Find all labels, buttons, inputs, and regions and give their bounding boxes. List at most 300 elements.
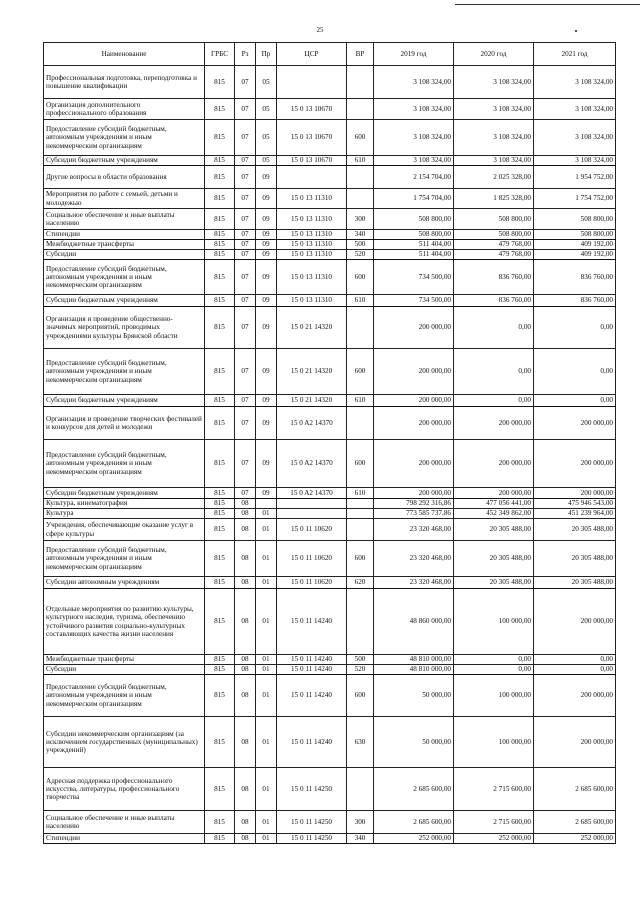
row-name: Субсидии бюджетным учреждениям — [44, 395, 205, 407]
row-2021: 0,00 — [534, 655, 616, 665]
row-2021: 20 305 488,00 — [534, 541, 616, 577]
row-grbs: 815 — [205, 811, 235, 834]
row-pr: 05 — [256, 120, 277, 156]
row-2019: 200 000,00 — [374, 440, 454, 488]
row-vr: 500 — [347, 655, 374, 665]
row-vr — [347, 519, 374, 541]
row-name: Субсидии бюджетным учреждениям — [44, 295, 205, 307]
row-csr: 15 0 13 10670 — [277, 99, 347, 120]
row-pr: 09 — [256, 395, 277, 407]
row-csr: 15 0 21 14320 — [277, 307, 347, 349]
row-rz: 07 — [235, 440, 256, 488]
row-pr: 09 — [256, 189, 277, 209]
row-rz: 08 — [235, 665, 256, 675]
row-rz: 07 — [235, 407, 256, 440]
row-2020: 0,00 — [454, 655, 534, 665]
row-2020: 452 349 862,00 — [454, 509, 534, 519]
row-pr — [256, 499, 277, 509]
row-2019: 200 000,00 — [374, 407, 454, 440]
row-2020: 508 800,00 — [454, 209, 534, 230]
row-2021: 409 192,00 — [534, 250, 616, 260]
row-pr: 01 — [256, 665, 277, 675]
row-csr: 15 0 11 10620 — [277, 519, 347, 541]
row-name: Адресная поддержка профессионального искусства, литературы, профессионального творчества — [44, 768, 205, 811]
row-pr: 01 — [256, 577, 277, 589]
row-2021: 3 108 324,00 — [534, 66, 616, 99]
row-vr — [347, 189, 374, 209]
row-grbs: 815 — [205, 230, 235, 240]
row-2019: 2 154 704,00 — [374, 166, 454, 189]
row-name: Предоставление субсидий бюджетным, автономным учреждениям и иным некоммерческим организациям — [44, 120, 205, 156]
row-2020: 20 305 488,00 — [454, 541, 534, 577]
table-row — [44, 665, 616, 675]
row-2020: 836 760,00 — [454, 260, 534, 295]
row-2019: 3 108 324,00 — [374, 120, 454, 156]
row-pr: 09 — [256, 260, 277, 295]
row-2019: 48 810 000,00 — [374, 655, 454, 665]
row-vr: 520 — [347, 665, 374, 675]
row-vr: 520 — [347, 250, 374, 260]
row-2020: 2 715 600,00 — [454, 811, 534, 834]
table-row — [44, 488, 616, 499]
row-csr — [277, 166, 347, 189]
table-row — [44, 156, 616, 166]
row-csr: 15 0 13 11310 — [277, 250, 347, 260]
row-rz: 08 — [235, 655, 256, 665]
row-name: Профессиональная подготовка, переподготовка и повышение квалификации — [44, 66, 205, 99]
row-2021: 20 305 488,00 — [534, 577, 616, 589]
row-rz: 07 — [235, 66, 256, 99]
row-2020: 0,00 — [454, 307, 534, 349]
row-pr: 01 — [256, 811, 277, 834]
row-2020: 100 000,00 — [454, 589, 534, 655]
row-pr: 09 — [256, 209, 277, 230]
row-grbs: 815 — [205, 519, 235, 541]
row-2021: 0,00 — [534, 307, 616, 349]
row-2019: 511 404,00 — [374, 240, 454, 250]
row-vr: 600 — [347, 349, 374, 395]
row-csr: 15 0 13 10670 — [277, 156, 347, 166]
row-vr: 600 — [347, 440, 374, 488]
row-name: Межбюджетные трансферты — [44, 240, 205, 250]
row-name: Стипендии — [44, 834, 205, 844]
row-name: Культура — [44, 509, 205, 519]
row-name: Субсидии автономным учреждениям — [44, 577, 205, 589]
table-row — [44, 120, 616, 156]
row-csr: 15 0 21 14320 — [277, 395, 347, 407]
col-header-name: Наименование — [44, 43, 205, 66]
row-name: Субсидии бюджетным учреждениям — [44, 156, 205, 166]
row-grbs: 815 — [205, 99, 235, 120]
row-grbs: 815 — [205, 395, 235, 407]
row-grbs: 815 — [205, 499, 235, 509]
row-grbs: 815 — [205, 675, 235, 717]
row-pr: 01 — [256, 717, 277, 768]
row-2021: 200 000,00 — [534, 717, 616, 768]
row-2021: 3 108 324,00 — [534, 156, 616, 166]
row-grbs: 815 — [205, 834, 235, 844]
row-2019: 734 500,00 — [374, 260, 454, 295]
row-grbs: 815 — [205, 407, 235, 440]
table-row — [44, 349, 616, 395]
row-2019: 50 000,00 — [374, 675, 454, 717]
page-number: 25 — [316, 26, 324, 34]
row-name: Предоставление субсидий бюджетным, автономным учреждениям и иным некоммерческим организациям — [44, 541, 205, 577]
row-2019: 508 800,00 — [374, 230, 454, 240]
row-csr: 15 0 11 14250 — [277, 834, 347, 844]
row-rz: 07 — [235, 250, 256, 260]
row-grbs: 815 — [205, 717, 235, 768]
col-header-pr: Пр — [256, 43, 277, 66]
row-2019: 48 860 000,00 — [374, 589, 454, 655]
row-rz: 07 — [235, 240, 256, 250]
row-rz: 07 — [235, 120, 256, 156]
row-rz: 07 — [235, 307, 256, 349]
row-2020: 200 000,00 — [454, 440, 534, 488]
row-name: Предоставление субсидий бюджетным, автономным учреждениям и иным некоммерческим организациям — [44, 440, 205, 488]
row-vr — [347, 589, 374, 655]
table-row — [44, 811, 616, 834]
row-2021: 451 239 964,00 — [534, 509, 616, 519]
row-csr: 15 0 A2 14370 — [277, 440, 347, 488]
table-row — [44, 66, 616, 99]
row-rz: 08 — [235, 541, 256, 577]
row-rz: 07 — [235, 295, 256, 307]
row-2021: 508 800,00 — [534, 230, 616, 240]
row-csr: 15 0 13 11310 — [277, 260, 347, 295]
row-2019: 1 754 704,00 — [374, 189, 454, 209]
row-2021: 409 192,00 — [534, 240, 616, 250]
row-grbs: 815 — [205, 250, 235, 260]
row-name: Стипендии — [44, 230, 205, 240]
row-grbs: 815 — [205, 189, 235, 209]
row-2021: 2 685 600,00 — [534, 768, 616, 811]
table-row — [44, 260, 616, 295]
row-csr: 15 0 13 11310 — [277, 240, 347, 250]
row-rz: 08 — [235, 768, 256, 811]
table-row — [44, 519, 616, 541]
row-2020: 200 000,00 — [454, 407, 534, 440]
row-vr: 610 — [347, 488, 374, 499]
row-vr — [347, 307, 374, 349]
row-grbs: 815 — [205, 589, 235, 655]
row-2020: 1 825 328,00 — [454, 189, 534, 209]
row-csr: 15 0 11 14240 — [277, 665, 347, 675]
row-2020: 100 000,00 — [454, 675, 534, 717]
row-2021: 836 760,00 — [534, 295, 616, 307]
col-header-rz: Рз — [235, 43, 256, 66]
row-vr — [347, 509, 374, 519]
table-row — [44, 655, 616, 665]
row-2021: 475 946 543,00 — [534, 499, 616, 509]
row-name: Организация и проведение общественно-значимых мероприятий, проводимых учреждениями культуры Брянской области — [44, 307, 205, 349]
row-grbs: 815 — [205, 260, 235, 295]
table-row — [44, 675, 616, 717]
row-grbs: 815 — [205, 440, 235, 488]
row-2019: 50 000,00 — [374, 717, 454, 768]
row-rz: 07 — [235, 395, 256, 407]
row-rz: 07 — [235, 260, 256, 295]
row-name: Субсидии некоммерческим организациям (за исключением государственных (муниципальных) учреждений) — [44, 717, 205, 768]
row-csr: 15 0 13 11310 — [277, 230, 347, 240]
row-pr: 09 — [256, 488, 277, 499]
row-2020: 2 025 328,00 — [454, 166, 534, 189]
col-header-grbs: ГРБС — [205, 43, 235, 66]
table-header-row — [44, 43, 616, 66]
row-vr — [347, 768, 374, 811]
row-vr: 340 — [347, 834, 374, 844]
row-2021: 200 000,00 — [534, 675, 616, 717]
row-2020: 20 305 488,00 — [454, 519, 534, 541]
row-2020: 3 108 324,00 — [454, 156, 534, 166]
row-pr: 01 — [256, 589, 277, 655]
row-vr: 620 — [347, 577, 374, 589]
row-pr: 09 — [256, 349, 277, 395]
row-2019: 798 292 316,86 — [374, 499, 454, 509]
row-2019: 508 800,00 — [374, 209, 454, 230]
row-rz: 07 — [235, 99, 256, 120]
table-row — [44, 230, 616, 240]
table-row — [44, 295, 616, 307]
row-vr: 300 — [347, 209, 374, 230]
row-2020: 508 800,00 — [454, 230, 534, 240]
row-2019: 3 108 324,00 — [374, 99, 454, 120]
row-name: Культура, кинематография — [44, 499, 205, 509]
row-2020: 479 768,00 — [454, 250, 534, 260]
row-2020: 3 108 324,00 — [454, 120, 534, 156]
row-grbs: 815 — [205, 488, 235, 499]
row-csr: 15 0 11 14240 — [277, 589, 347, 655]
row-name: Субсидии бюджетным учреждениям — [44, 488, 205, 499]
row-grbs: 815 — [205, 156, 235, 166]
row-csr: 15 0 13 11310 — [277, 209, 347, 230]
table-row — [44, 407, 616, 440]
row-2021: 2 685 600,00 — [534, 811, 616, 834]
col-header-2019: 2019 год — [374, 43, 454, 66]
row-grbs: 815 — [205, 541, 235, 577]
row-csr: 15 0 11 14240 — [277, 717, 347, 768]
row-rz: 07 — [235, 189, 256, 209]
table-row — [44, 395, 616, 407]
row-2019: 23 320 468,00 — [374, 519, 454, 541]
row-2020: 3 108 324,00 — [454, 66, 534, 99]
row-2019: 200 000,00 — [374, 349, 454, 395]
row-csr: 15 0 11 14240 — [277, 675, 347, 717]
row-2019: 3 108 324,00 — [374, 66, 454, 99]
table-row — [44, 250, 616, 260]
row-rz: 08 — [235, 834, 256, 844]
row-pr: 01 — [256, 541, 277, 577]
row-csr: 15 0 13 11310 — [277, 295, 347, 307]
row-pr: 09 — [256, 250, 277, 260]
col-header-csr: ЦСР — [277, 43, 347, 66]
row-2020: 0,00 — [454, 665, 534, 675]
table-row — [44, 307, 616, 349]
row-pr: 05 — [256, 66, 277, 99]
row-vr: 610 — [347, 295, 374, 307]
row-2019: 252 000,00 — [374, 834, 454, 844]
row-rz: 08 — [235, 717, 256, 768]
row-name: Субсидии — [44, 250, 205, 260]
row-grbs: 815 — [205, 166, 235, 189]
row-grbs: 815 — [205, 240, 235, 250]
row-pr: 01 — [256, 834, 277, 844]
table-row — [44, 209, 616, 230]
row-grbs: 815 — [205, 307, 235, 349]
row-vr: 600 — [347, 120, 374, 156]
table-row — [44, 768, 616, 811]
row-2021: 200 000,00 — [534, 488, 616, 499]
row-pr: 09 — [256, 230, 277, 240]
row-grbs: 815 — [205, 509, 235, 519]
row-rz: 08 — [235, 509, 256, 519]
row-grbs: 815 — [205, 209, 235, 230]
row-vr: 500 — [347, 240, 374, 250]
row-vr: 600 — [347, 541, 374, 577]
row-csr — [277, 66, 347, 99]
row-vr: 610 — [347, 395, 374, 407]
row-vr — [347, 99, 374, 120]
row-pr: 01 — [256, 519, 277, 541]
row-vr — [347, 66, 374, 99]
col-header-vr: ВР — [347, 43, 374, 66]
row-name: Межбюджетные трансферты — [44, 655, 205, 665]
table-row — [44, 541, 616, 577]
row-2021: 0,00 — [534, 665, 616, 675]
row-2020: 0,00 — [454, 349, 534, 395]
budget-table — [43, 42, 616, 844]
row-rz: 08 — [235, 499, 256, 509]
table-row — [44, 440, 616, 488]
row-2021: 1 754 752,00 — [534, 189, 616, 209]
row-name: Организация дополнительного профессионального образования — [44, 99, 205, 120]
row-2021: 0,00 — [534, 395, 616, 407]
row-2020: 100 000,00 — [454, 717, 534, 768]
row-2020: 0,00 — [454, 395, 534, 407]
row-vr: 600 — [347, 675, 374, 717]
row-2021: 252 000,00 — [534, 834, 616, 844]
row-name: Социальное обеспечение и иные выплаты населению — [44, 811, 205, 834]
row-rz: 08 — [235, 675, 256, 717]
row-2020: 836 760,00 — [454, 295, 534, 307]
table-row — [44, 99, 616, 120]
row-csr: 15 0 13 11310 — [277, 189, 347, 209]
table-row — [44, 717, 616, 768]
row-2021: 3 108 324,00 — [534, 120, 616, 156]
top-edge-rule — [455, 4, 640, 5]
col-header-2020: 2020 год — [454, 43, 534, 66]
row-rz: 07 — [235, 349, 256, 395]
row-2020: 2 715 600,00 — [454, 768, 534, 811]
row-vr: 340 — [347, 230, 374, 240]
row-csr: 15 0 11 10620 — [277, 577, 347, 589]
row-2020: 477 056 441,00 — [454, 499, 534, 509]
row-2021: 836 760,00 — [534, 260, 616, 295]
row-pr: 09 — [256, 295, 277, 307]
row-2021: 200 000,00 — [534, 589, 616, 655]
row-2020: 200 000,00 — [454, 488, 534, 499]
row-grbs: 815 — [205, 768, 235, 811]
table-row — [44, 499, 616, 509]
table-row — [44, 577, 616, 589]
row-rz: 08 — [235, 589, 256, 655]
row-pr: 01 — [256, 655, 277, 665]
row-2021: 1 954 752,00 — [534, 166, 616, 189]
row-csr: 15 0 A2 14370 — [277, 488, 347, 499]
row-rz: 07 — [235, 209, 256, 230]
row-2019: 511 404,00 — [374, 250, 454, 260]
row-rz: 08 — [235, 811, 256, 834]
row-pr: 09 — [256, 307, 277, 349]
row-vr — [347, 499, 374, 509]
row-csr — [277, 509, 347, 519]
row-csr: 15 0 A2 14370 — [277, 407, 347, 440]
row-2019: 3 108 324,00 — [374, 156, 454, 166]
row-name: Мероприятия по работе с семьей, детьми и молодежью — [44, 189, 205, 209]
row-vr — [347, 407, 374, 440]
row-2021: 200 000,00 — [534, 407, 616, 440]
row-2021: 200 000,00 — [534, 440, 616, 488]
row-2020: 20 305 488,00 — [454, 577, 534, 589]
row-csr: 15 0 11 14250 — [277, 768, 347, 811]
row-csr: 15 0 11 14240 — [277, 655, 347, 665]
row-2019: 23 320 468,00 — [374, 541, 454, 577]
row-pr: 09 — [256, 240, 277, 250]
row-csr: 15 0 21 14320 — [277, 349, 347, 395]
row-2019: 773 585 737,86 — [374, 509, 454, 519]
row-grbs: 815 — [205, 66, 235, 99]
row-2020: 479 768,00 — [454, 240, 534, 250]
row-2019: 2 685 600,00 — [374, 811, 454, 834]
row-vr: 610 — [347, 156, 374, 166]
row-grbs: 815 — [205, 665, 235, 675]
row-2021: 508 800,00 — [534, 209, 616, 230]
row-csr: 15 0 13 10670 — [277, 120, 347, 156]
row-pr: 01 — [256, 509, 277, 519]
row-rz: 08 — [235, 577, 256, 589]
table-row — [44, 240, 616, 250]
row-csr: 15 0 11 10620 — [277, 541, 347, 577]
row-2021: 20 305 488,00 — [534, 519, 616, 541]
row-2019: 2 685 600,00 — [374, 768, 454, 811]
row-name: Субсидии — [44, 665, 205, 675]
row-2019: 48 810 000,00 — [374, 665, 454, 675]
table-row — [44, 166, 616, 189]
row-rz: 07 — [235, 230, 256, 240]
row-vr: 600 — [347, 260, 374, 295]
row-pr: 01 — [256, 768, 277, 811]
row-csr — [277, 499, 347, 509]
row-2021: 3 108 324,00 — [534, 99, 616, 120]
row-2019: 200 000,00 — [374, 395, 454, 407]
row-2020: 252 000,00 — [454, 834, 534, 844]
row-csr: 15 0 11 14250 — [277, 811, 347, 834]
row-name: Социальное обеспечение и иные выплаты населению — [44, 209, 205, 230]
row-name: Предоставление субсидий бюджетным, автономным учреждениям и иным некоммерческим организациям — [44, 349, 205, 395]
row-grbs: 815 — [205, 120, 235, 156]
row-rz: 07 — [235, 166, 256, 189]
row-rz: 07 — [235, 488, 256, 499]
table-row — [44, 189, 616, 209]
row-name: Другие вопросы в области образования — [44, 166, 205, 189]
row-pr: 09 — [256, 407, 277, 440]
col-header-2021: 2021 год — [534, 43, 616, 66]
row-vr — [347, 166, 374, 189]
row-grbs: 815 — [205, 349, 235, 395]
row-vr: 300 — [347, 811, 374, 834]
row-grbs: 815 — [205, 295, 235, 307]
row-2019: 200 000,00 — [374, 488, 454, 499]
